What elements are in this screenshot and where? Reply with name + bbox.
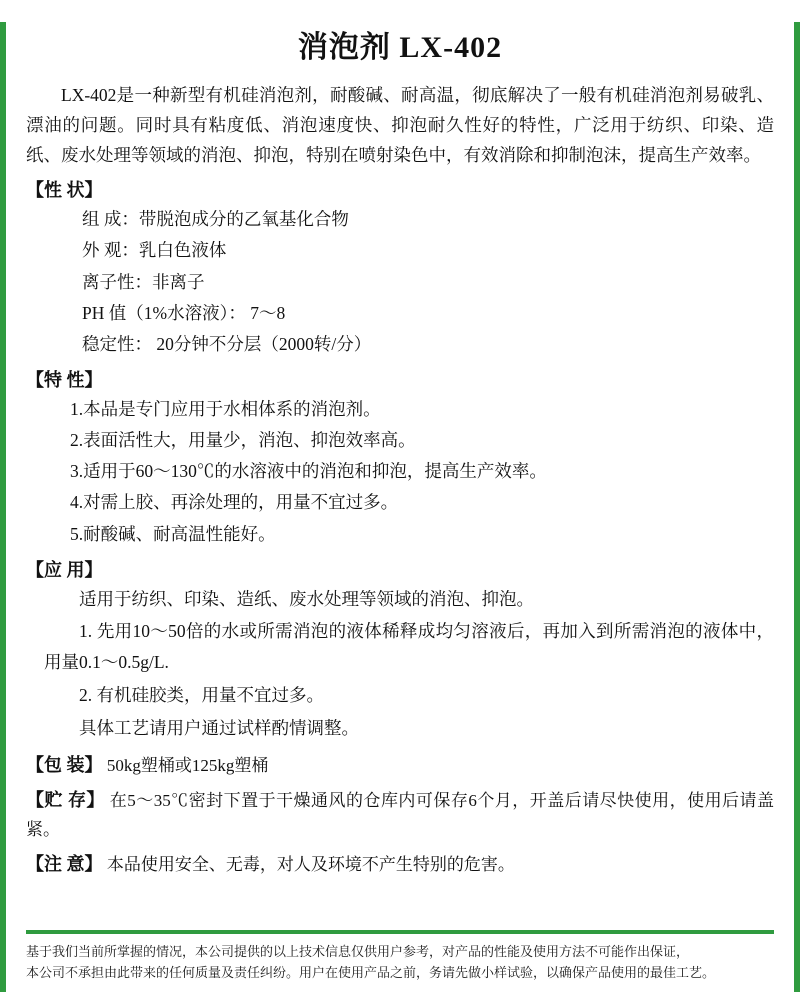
list-item: 2.表面活性大，用量少，消泡、抑泡效率高。 — [70, 430, 416, 451]
notice-row — [26, 849, 774, 880]
section-heading-properties: 【性 状】 — [26, 180, 103, 201]
packaging-row — [26, 750, 774, 781]
list-item: 5.耐酸碱、耐高温性能好。 — [70, 523, 276, 544]
application-paragraph: 具体工艺请用户通过试样酌情调整。 — [79, 717, 359, 738]
intro-paragraph: LX-402是一种新型有机硅消泡剂，耐酸碱、耐高温，彻底解决了一般有机硅消泡剂易破乳、漂油的问题。同时具有粘度低、消泡速度快、抑泡耐久性好的特性，广泛用于纺织、印染、造纸、废水处理等领域的消泡、抑泡，特别在喷射染色中，有效消除和抑制泡沫，提高生产效率。 — [26, 85, 774, 166]
list-item: 1.本品是专门应用于水相体系的消泡剂。 — [70, 398, 381, 419]
application-paragraph: 2. 有机硅胶类，用量不宜过多。 — [79, 685, 324, 706]
list-item: PH 值（1%水溶液）： 7～8 — [82, 302, 286, 323]
application-paragraph: 适用于纺织、印染、造纸、废水处理等领域的消泡、抑泡。 — [79, 588, 534, 609]
list-item: 外 观：乳白色液体 — [82, 240, 227, 261]
left-green-rule — [0, 22, 6, 992]
section-heading-application: 【应 用】 — [26, 559, 103, 580]
properties-list — [26, 204, 774, 360]
document-page — [0, 22, 800, 992]
footer-green-rule — [26, 930, 774, 934]
application-paragraph: 1. 先用10～50倍的水或所需消泡的液体稀释成均匀溶液后，再加入到所需消泡的液体中，用量0.1～0.5g/L. — [44, 621, 774, 673]
footer-disclaimer-line-1: 基于我们当前所掌握的情况，本公司提供的以上技术信息仅供用户参考，对产品的性能及使用方法不可能作出保证， — [26, 944, 690, 960]
list-item: 稳定性： 20分钟不分层（2000转/分） — [82, 333, 372, 354]
storage-row — [26, 785, 774, 846]
packaging-text: 50kg塑桶或125kg塑桶 — [106, 755, 269, 775]
section-heading-storage: 【贮 存】 — [26, 789, 105, 810]
right-green-rule — [794, 22, 800, 992]
notice-text: 本品使用安全、无毒，对人及环境不产生特别的危害。 — [106, 855, 515, 875]
list-item: 离子性：非离子 — [82, 271, 205, 292]
footer-disclaimer-line-2: 本公司不承担由此带来的任何质量及责任纠纷。用户在使用产品之前，务请先做小样试验，以确保产品使用的最佳工艺。 — [26, 965, 716, 981]
list-item: 组 成：带脱泡成分的乙氧基化合物 — [82, 209, 349, 230]
list-item: 3.适用于60～130℃的水溶液中的消泡和抑泡，提高生产效率。 — [70, 461, 547, 482]
section-heading-notice: 【注 意】 — [26, 854, 103, 875]
section-heading-packaging: 【包 装】 — [26, 754, 103, 775]
features-list — [26, 394, 774, 550]
section-heading-features: 【特 性】 — [26, 369, 103, 390]
footer — [26, 930, 774, 984]
list-item: 4.对需上胶、再涂处理的，用量不宜过多。 — [70, 492, 399, 513]
page-title: 消泡剂 LX-402 — [297, 31, 503, 64]
storage-text: 在5～35℃密封下置于干燥通风的仓库内可保存6个月，开盖后请尽快使用，使用后请盖紧。 — [26, 790, 775, 840]
